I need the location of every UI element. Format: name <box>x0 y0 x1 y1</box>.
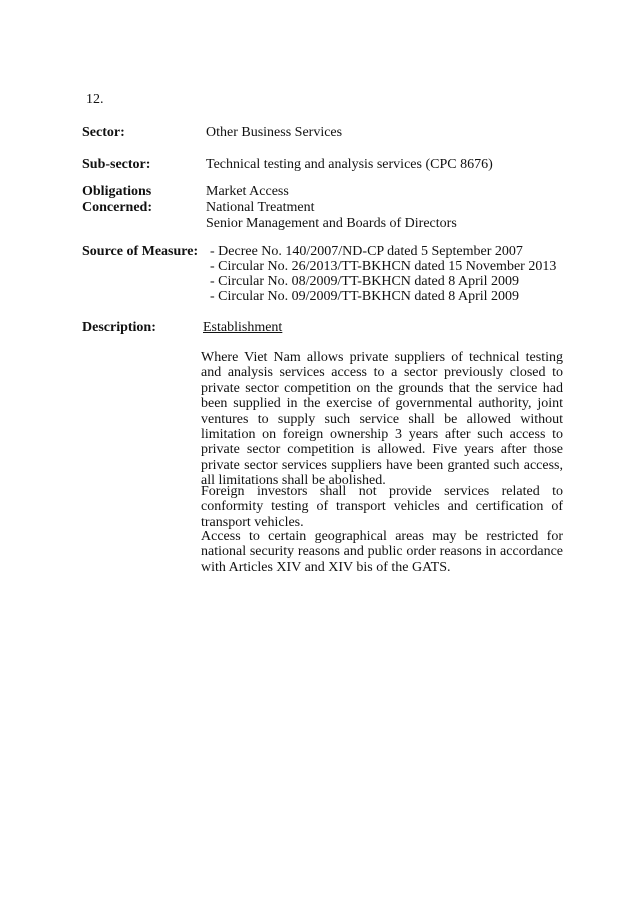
description-heading: Establishment <box>203 320 283 335</box>
sector-label: Sector: <box>82 125 125 140</box>
description-paragraph: Where Viet Nam allows private suppliers of technical testing and analysis services access to a sector previously closed to private sector competition on the grounds that the service had been supplied in the exercise of governmental authority, joint ventures to supply such service shall be allowed without limitation on foreign ownership 3 years after such access to private sector competition is allowed. Five years after those private sector services suppliers have been granted such access, all limitations shall be abolished. <box>201 350 563 489</box>
obligation-item: Senior Management and Boards of Directors <box>206 216 457 231</box>
obligation-item: National Treatment <box>206 200 315 215</box>
item-number: 12. <box>86 92 104 107</box>
source-label: Source of Measure: <box>82 244 199 259</box>
obligations-list <box>206 184 457 232</box>
description-paragraph: Access to certain geographical areas may be restricted for national security reasons and public order reasons in accordance with Articles XIV and XIV bis of the GATS. <box>201 529 563 575</box>
sub-sector-value: Technical testing and analysis services (CPC 8676) <box>206 157 493 172</box>
source-item: - Circular No. 08/2009/TT-BKHCN dated 8 April 2009 <box>210 274 520 289</box>
obligations-label-line2: Concerned: <box>82 200 152 215</box>
source-item: - Circular No. 26/2013/TT-BKHCN dated 15 November 2013 <box>210 259 557 274</box>
obligations-label <box>82 184 152 216</box>
source-item: - Circular No. 09/2009/TT-BKHCN dated 8 April 2009 <box>210 289 520 304</box>
description-label: Description: <box>82 320 156 335</box>
sector-value: Other Business Services <box>206 125 343 140</box>
obligation-item: Market Access <box>206 184 289 199</box>
source-item: - Decree No. 140/2007/ND-CP dated 5 September 2007 <box>210 244 523 259</box>
obligations-label-line1: Obligations <box>82 184 152 199</box>
source-list <box>210 244 556 304</box>
description-paragraph: Foreign investors shall not provide services related to conformity testing of transport vehicles and certification of transport vehicles. <box>201 484 563 530</box>
sub-sector-label: Sub-sector: <box>82 157 151 172</box>
